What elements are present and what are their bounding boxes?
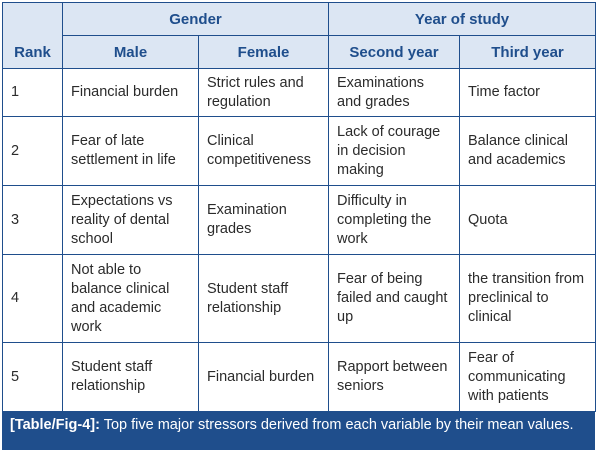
third-year-cell: Fear of communicating with patients: [460, 343, 596, 412]
second-year-cell: Rapport between seniors: [329, 343, 460, 412]
table-row: [3, 186, 596, 255]
header-male: Male: [63, 36, 199, 69]
table-row: [3, 255, 596, 343]
stressors-table-figure: [2, 2, 595, 458]
header-rank: Rank: [3, 3, 63, 69]
female-cell: Clinical competitiveness: [199, 117, 329, 186]
header-third-year: Third year: [460, 36, 596, 69]
header-gender: Gender: [63, 3, 329, 36]
male-cell: Fear of late settlement in life: [63, 117, 199, 186]
female-cell: Examination grades: [199, 186, 329, 255]
rank-cell: 3: [3, 186, 63, 255]
header-year-of-study: Year of study: [329, 3, 596, 36]
stressors-table: [2, 2, 596, 412]
table-row: [3, 69, 596, 117]
third-year-cell: the transition from preclinical to clinical: [460, 255, 596, 343]
second-year-cell: Lack of courage in decision making: [329, 117, 460, 186]
rank-cell: 5: [3, 343, 63, 412]
header-row-subgroups: [3, 36, 596, 69]
header-female: Female: [199, 36, 329, 69]
male-cell: Not able to balance clinical and academic work: [63, 255, 199, 343]
table-row: [3, 117, 596, 186]
third-year-cell: Balance clinical and academics: [460, 117, 596, 186]
female-cell: Student staff relationship: [199, 255, 329, 343]
female-cell: Strict rules and regulation: [199, 69, 329, 117]
male-cell: Student staff relationship: [63, 343, 199, 412]
second-year-cell: Examinations and grades: [329, 69, 460, 117]
third-year-cell: Quota: [460, 186, 596, 255]
second-year-cell: Difficulty in completing the work: [329, 186, 460, 255]
rank-cell: 4: [3, 255, 63, 343]
rank-cell: 1: [3, 69, 63, 117]
male-cell: Expectations vs reality of dental school: [63, 186, 199, 255]
female-cell: Financial burden: [199, 343, 329, 412]
caption-label: [Table/Fig-4]:: [10, 417, 100, 433]
header-row-groups: [3, 3, 596, 36]
table-row: [3, 343, 596, 412]
table-caption: [2, 412, 595, 450]
second-year-cell: Fear of being failed and caught up: [329, 255, 460, 343]
header-second-year: Second year: [329, 36, 460, 69]
third-year-cell: Time factor: [460, 69, 596, 117]
rank-cell: 2: [3, 117, 63, 186]
caption-text: Top five major stressors derived from each variable by their mean values.: [99, 417, 574, 433]
male-cell: Financial burden: [63, 69, 199, 117]
